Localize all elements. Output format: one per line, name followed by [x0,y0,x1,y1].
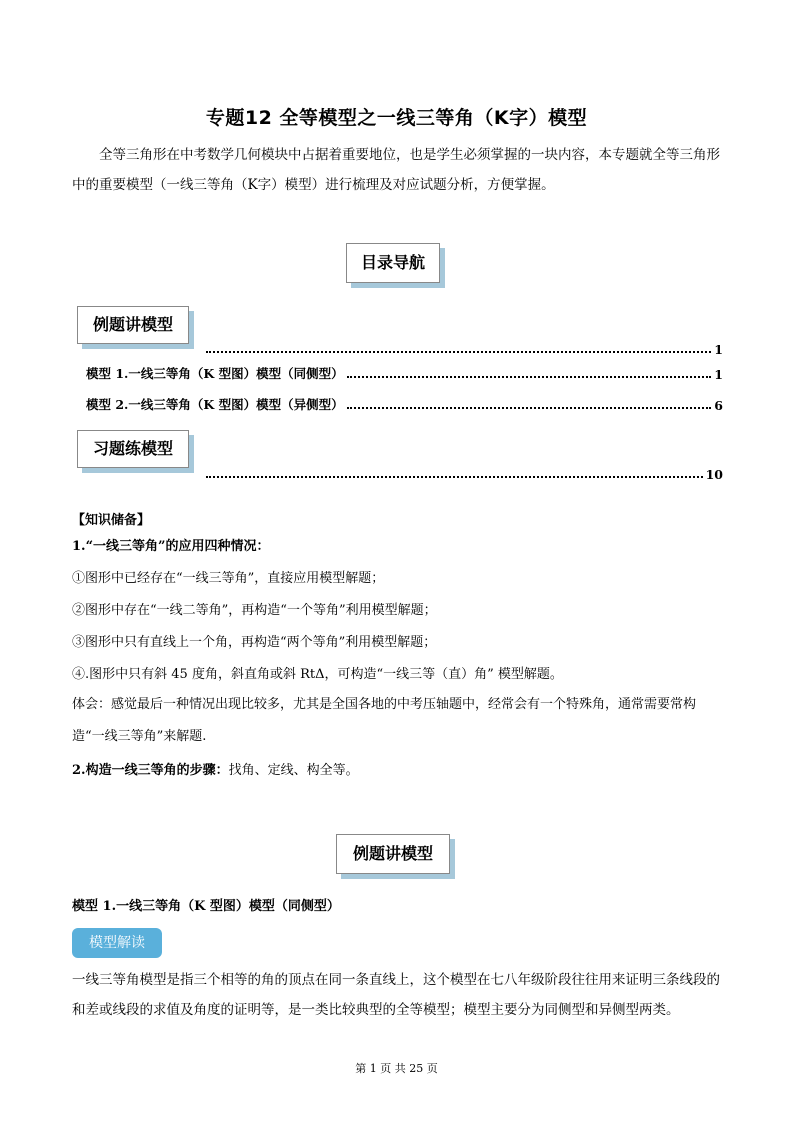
toc-item-model1[interactable] [86,364,723,382]
toc-dots [206,475,703,478]
knowledge-heading: 【知识储备】 [72,513,151,528]
toc-page: 1 [714,367,723,382]
toc-page: 1 [714,342,723,357]
toc-line-examples[interactable] [203,342,723,357]
toc-dots [206,350,711,353]
toc-page: 6 [714,398,723,413]
knowledge-note: 体会：感觉最后一种情况出现比较多，尤其是全国各地的中考压轴题中，经常会有一个特殊角，通常需要常构造“一线三等角”来解题. [72,697,697,744]
knowledge-case: ④.图形中只有斜 45 度角，斜直角或斜 RtΔ，可构造“一线三等（直）角” 模型解题。 [72,667,563,682]
model-interpretation-badge: 模型解读 [72,928,162,958]
page-title: 专题12 全等模型之一线三等角（K字）模型 [205,107,588,129]
knowledge-item2-text: 找角、定线、构全等。 [228,763,359,778]
section-heading-examples: 例题讲模型 [336,834,450,874]
toc-heading: 目录导航 [346,243,440,283]
toc-page: 10 [705,467,723,482]
toc-item-label: 模型 1.一线三等角（K 型图）模型（同侧型） [86,366,344,381]
knowledge-item1-title: 1.“一线三等角”的应用四种情况： [72,539,270,554]
toc-item-model2[interactable] [86,395,723,413]
knowledge-item2-title: 2.构造一线三等角的步骤： [72,763,229,778]
page-footer: 第 1 页 共 25 页 [355,1062,438,1075]
toc-line-exercises[interactable] [203,467,723,482]
toc-dots [347,406,712,409]
toc-item-label: 模型 2.一线三等角（K 型图）模型（异侧型） [86,397,344,412]
toc-section-exercises[interactable]: 习题练模型 [77,430,189,468]
knowledge-item2 [72,759,359,778]
toc-dots [347,375,712,378]
knowledge-case: ①图形中已经存在“一线三等角”，直接应用模型解题； [72,571,385,586]
intro-paragraph: 全等三角形在中考数学几何模块中占据着重要地位，也是学生必须掌握的一块内容，本专题就全等三角形中的重要模型（一线三等角（K字）模型）进行梳理及对应试题分析，方便掌握。 [72,147,720,193]
model1-description: 一线三等角模型是指三个相等的角的顶点在同一条直线上，这个模型在七八年级阶段往往用来证明三条线段的和差或线段的求值及角度的证明等，是一类比较典型的全等模型；模型主要分为同侧型和异侧型两类。 [72,972,720,1018]
knowledge-case: ②图形中存在“一线二等角”，再构造“一个等角”利用模型解题； [72,603,437,618]
toc-section-examples[interactable]: 例题讲模型 [77,306,189,344]
knowledge-case: ③图形中只有直线上一个角，再构造“两个等角”利用模型解题； [72,635,437,650]
model1-title: 模型 1.一线三等角（K 型图）模型（同侧型） [72,899,340,914]
